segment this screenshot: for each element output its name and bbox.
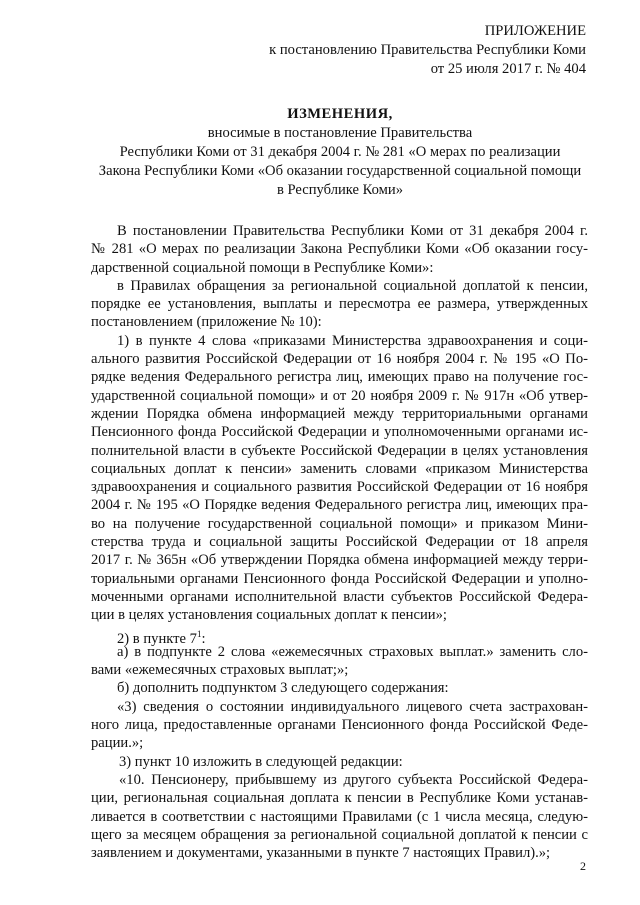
body-line: 2004 г. № 195 «О Порядке ведения Федерального регистра лиц, имеющих пра- — [91, 497, 588, 514]
appendix-label: ПРИЛОЖЕНИЕ — [484, 23, 586, 39]
body-line: стерства труда и социальной защиты Российской Федерации от 18 апреля — [91, 534, 588, 551]
body-line: во на получение государственной социальной помощи» и приказом Мини- — [91, 515, 588, 532]
body-line: рядке ведения Федерального регистра лиц, имеющих право на получение гос- — [91, 369, 588, 386]
body-line: «3) сведения о состоянии индивидуального лицевого счета застрахован- — [117, 698, 588, 715]
heading-line: вносимые в постановление Правительства — [207, 125, 473, 141]
body-line: № 281 «О мерах по реализации Закона Республики Коми «Об оказании госу- — [91, 241, 588, 258]
body-line: б) дополнить подпунктом 3 следующего содержания: — [117, 680, 449, 697]
body-line: щего за месяцем обращения за региональной социальной доплатой к пенсии с — [91, 826, 588, 843]
body-line: дарственной социальной помощи в Республике Коми»: — [91, 259, 434, 276]
body-line: заявлением и документами, указанными в пункте 7 настоящих Правил).»; — [91, 845, 551, 862]
body-line — [91, 625, 588, 647]
body-line: ции в целях установления социальных доплат к пенсии»; — [91, 607, 447, 624]
body-line: ударственной социальной помощи» и от 20 ноября 2009 г. № 917н «Об утвер- — [91, 387, 588, 404]
body-line: вами «ежемесячных страховых выплат;»; — [91, 662, 349, 679]
body-line: 2017 г. № 365н «Об утверждении Порядка обмена информацией между терри- — [91, 552, 588, 569]
heading-line: Закона Республики Коми «Об оказании государственной социальной помощи — [98, 163, 582, 179]
body-line: моченными органами исполнительной власти субъектов Российской Федера- — [91, 588, 588, 605]
body-line: порядке ее установления, выплаты и пересмотра ее размера, утвержденных — [91, 296, 588, 313]
body-line: постановлением (приложение № 10): — [91, 314, 322, 331]
body-line: 1) в пункте 4 слова «приказами Министерства здравоохранения и соци- — [117, 332, 588, 349]
document-title: ИЗМЕНЕНИЯ, — [287, 106, 393, 122]
colon: : — [201, 630, 206, 647]
body-line-text: 2) в пункте 7 — [117, 630, 197, 647]
body-line: ции, региональная социальная доплата к пенсии в Республике Коми устанав- — [91, 790, 588, 807]
document-body — [91, 222, 588, 862]
body-line: социальных доплат к пенсии» заменить словами «приказом Министерства — [91, 460, 588, 477]
body-line: а) в подпункте 2 слова «ежемесячных страховых выплат.» заменить сло- — [117, 643, 588, 660]
body-line: 3) пункт 10 изложить в следующей редакции: — [119, 753, 403, 770]
body-line: В постановлении Правительства Республики Коми от 31 декабря 2004 г. — [117, 223, 588, 239]
body-line: в Правилах обращения за региональной социальной доплатой к пенсии, — [117, 277, 588, 294]
body-line: ального развития Российской Федерации от 16 ноября 2004 г. № 195 «О По- — [91, 351, 588, 368]
body-line: полнительной власти в субъекте Российской Федерации в целях установления — [91, 442, 588, 459]
body-line: ториальными органами Пенсионного фонда Российской Федерации и уполно- — [91, 570, 588, 587]
body-line: здравоохранения и социального развития Российской Федерации от 16 ноября — [91, 479, 588, 496]
body-line: ливается в соответствии с настоящими Правилами (с 1 числа месяца, следую- — [91, 808, 588, 825]
appendix-resolution-line: к постановлению Правительства Республики Коми — [269, 42, 586, 58]
body-line: ного лица, предоставленные органами Пенсионного фонда Российской Феде- — [91, 717, 588, 734]
superscript: 1 — [196, 628, 202, 639]
body-line: ждении Порядка обмена информацией между территориальными органами — [91, 405, 588, 422]
appendix-block — [269, 22, 586, 79]
heading-line: в Республике Коми» — [276, 182, 404, 198]
body-line: рации.»; — [91, 735, 144, 752]
page-number: 2 — [580, 859, 586, 873]
document-heading — [0, 105, 640, 200]
body-line: «10. Пенсионеру, прибывшему из другого субъекта Российской Федера- — [119, 771, 588, 788]
appendix-date-line: от 25 июля 2017 г. № 404 — [430, 61, 586, 77]
heading-line: Республики Коми от 31 декабря 2004 г. № 281 «О мерах по реализации — [119, 144, 561, 160]
body-line: Пенсионного фонда Российской Федерации и уполномоченными органами ис- — [91, 424, 588, 441]
